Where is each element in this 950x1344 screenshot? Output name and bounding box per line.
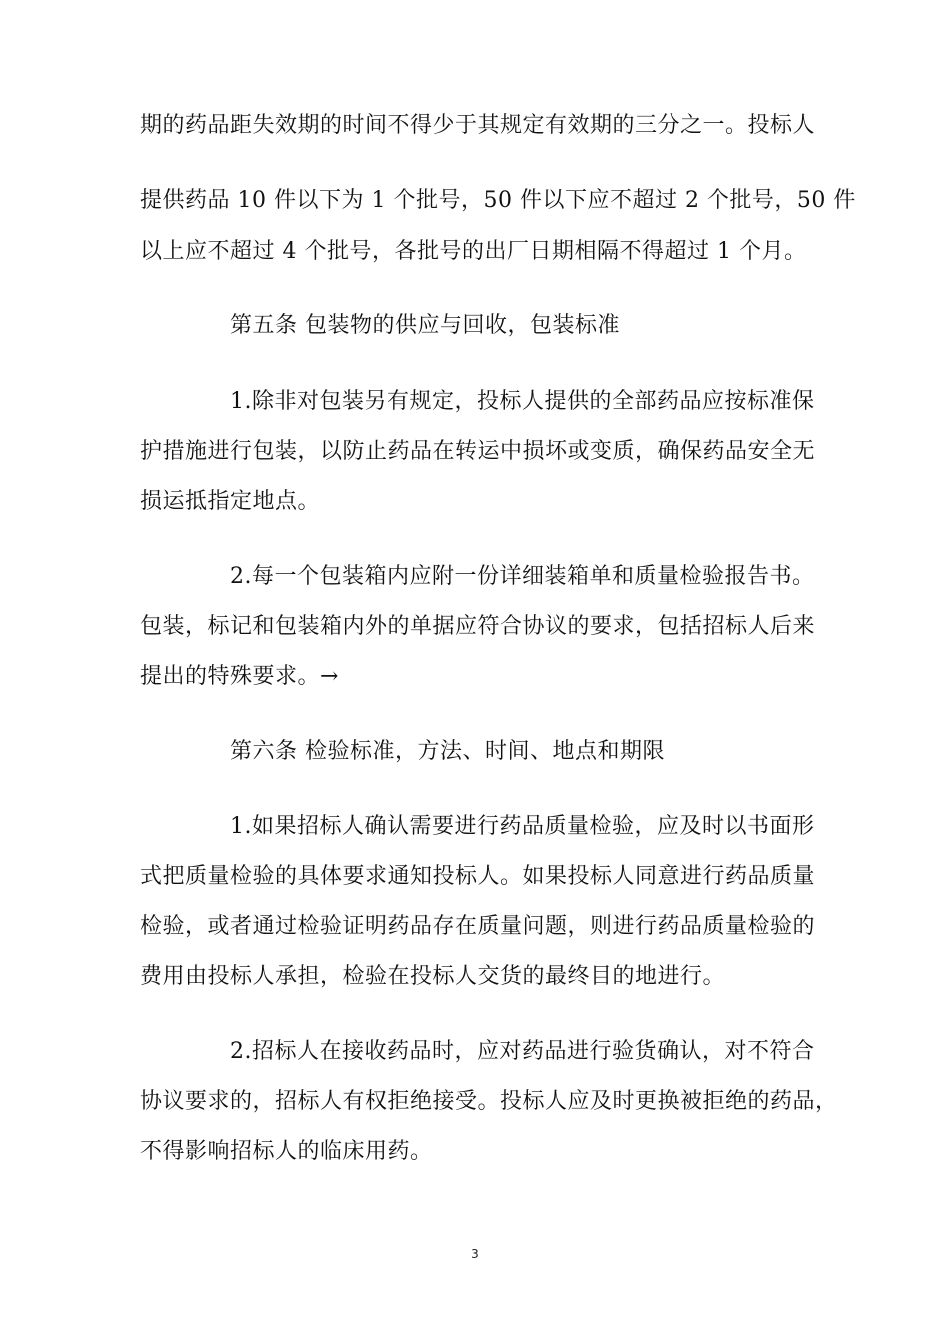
body-text-line: 2.每一个包装箱内应附一份详细装箱单和质量检验报告书。 (230, 564, 815, 589)
body-text-line: 期的药品距失效期的时间不得少于其规定有效期的三分之一。投标人 (140, 113, 816, 138)
body-text-line: 费用由投标人承担，检验在投标人交货的最终目的地进行。 (140, 964, 726, 989)
body-text-line: 提供药品 10 件以下为 1 个批号，50 件以下应不超过 2 个批号，50 件 (140, 188, 856, 213)
body-text-line: 以上应不超过 4 个批号，各批号的出厂日期相隔不得超过 1 个月。 (140, 239, 807, 264)
body-text-line: 检验，或者通过检验证明药品存在质量问题，则进行药品质量检验的 (140, 914, 816, 939)
body-text-line: 护措施进行包装，以防止药品在转运中损坏或变质，确保药品安全无 (140, 439, 816, 464)
body-text-line: 1.除非对包装另有规定，投标人提供的全部药品应按标准保 (230, 389, 815, 414)
section-heading-6: 第六条 检验标准，方法、时间、地点和期限 (230, 739, 665, 764)
body-text-line: 1.如果招标人确认需要进行药品质量检验，应及时以书面形 (230, 814, 815, 839)
body-text-line: 2.招标人在接收药品时，应对药品进行验货确认，对不符合 (230, 1039, 815, 1064)
body-text-line: 损运抵指定地点。 (140, 489, 321, 514)
section-heading-5: 第五条 包装物的供应与回收，包装标准 (230, 313, 620, 338)
body-text-line: 提出的特殊要求。→ (140, 664, 339, 689)
page-number: 3 (471, 1247, 479, 1261)
body-text-line: 包装，标记和包装箱内外的单据应符合协议的要求，包括招标人后来 (140, 614, 816, 639)
body-text-line: 式把质量检验的具体要求通知投标人。如果投标人同意进行药品质量 (140, 864, 816, 889)
body-text-line: 协议要求的，招标人有权拒绝接受。投标人应及时更换被拒绝的药品， (140, 1089, 838, 1114)
body-text-line: 不得影响招标人的临床用药。 (140, 1139, 433, 1164)
